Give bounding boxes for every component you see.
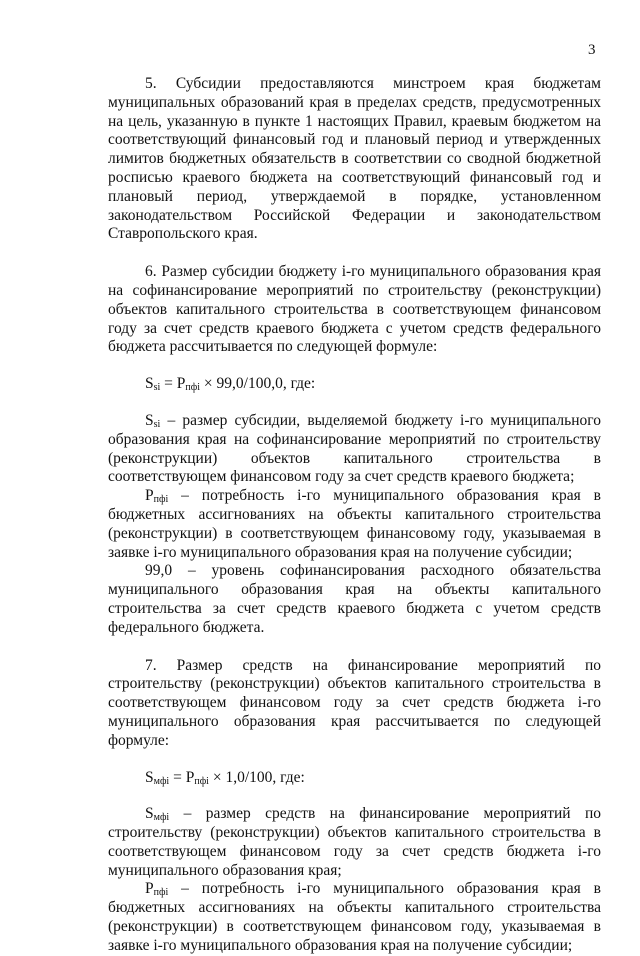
document-body <box>108 75 601 956</box>
formula-municipal <box>145 769 601 788</box>
formula-rest: × 1,0/100, где: <box>208 768 305 786</box>
paragraph-7: 7. Размер средств на финансирование мероприятий по строительству (реконструкции) объектов капитального строительства в соответствующем финансовом году за счет средств бюджета i-го муниципального образования края рассчитывается по следующей формуле: <box>108 656 601 749</box>
definition-s-mfi <box>108 805 601 880</box>
paragraph-6: 6. Размер субсидии бюджету i-го муниципального образования края на софинансирование мероприятий по строительству (реконструкции) объектов капитального строительства в соответствующем финансовом году за счет средств краевого бюджета с учетом средств федерального бюджета рассчитывается по следующей формуле: <box>108 263 601 356</box>
definition-p-pfi <box>108 487 601 562</box>
definition-s-si <box>108 412 601 487</box>
definition-text: – размер субсидии, выделяемой бюджету i-го муниципального образования края на софинансирование мероприятий по строительству (реконструкции) объектов капитального строительства в соответствующем финансовом году за счет средств краевого бюджета; <box>108 411 601 486</box>
formula-rest: × 99,0/100,0, где: <box>200 375 316 393</box>
definition-text: – потребность i-го муниципального образования края в бюджетных ассигнованиях на объекты капитального строительства (реконструкции) в соответствующем финансовом году, указываемая в заявке i-го муниципального образования края на получение субсидии; <box>108 880 601 954</box>
formula-subscript: пфi <box>194 775 209 787</box>
formula-subscript: пфi <box>185 382 201 394</box>
definition-symbol: P <box>145 487 154 505</box>
definition-subscript: пфi <box>153 887 169 899</box>
definition-subscript: мфi <box>153 812 170 824</box>
formula-equals: = P <box>160 375 186 393</box>
formula-subscript: si <box>153 382 161 394</box>
definition-text: – размер средств на финансирование мероприятий по строительству (реконструкции) объектов капитального строительства в соответствующем финансовом году за счет средств бюджета i-го муниципального образования края; <box>108 805 601 879</box>
formula-subscript: мфi <box>153 775 170 787</box>
definition-symbol: S <box>145 805 154 823</box>
formula-subsidy <box>145 375 601 394</box>
definition-symbol: P <box>145 880 154 898</box>
paragraph-5: 5. Субсидии предоставляются минстроем края бюджетам муниципальных образований края в пределах средств, предусмотренных на цель, указанную в пункте 1 настоящих Правил, краевым бюджетом на соответствующий финансовый год и плановый период и утвержденных лимитов бюджетных обязательств в соответствии со сводной бюджетной росписью краевого бюджета на соответствующий финансовый год и плановый период, утверждаемой в порядке, установленном законодательством Российской Федерации и законодательством Ставропольского края. <box>108 75 601 243</box>
formula-symbol: S <box>145 768 154 786</box>
page-number: 3 <box>588 42 596 58</box>
definition-subscript: пфi <box>153 494 169 506</box>
formula-equals: = P <box>169 768 195 786</box>
formula-symbol: S <box>145 375 154 393</box>
definition-99: 99,0 – уровень софинансирования расходного обязательства муниципального образования края на объекты капитального строительства за счет средств краевого бюджета с учетом средств федерального бюджета. <box>108 562 601 636</box>
definition-p-pfi-2 <box>108 880 601 955</box>
definition-subscript: si <box>153 418 161 430</box>
definition-text: – потребность i-го муниципального образования края в бюджетных ассигнованиях на объекты капитального строительства (реконструкции) в соответствующем финансовому году, указываемая в заявке i-го муниципального образования края на получение субсидии; <box>108 487 601 561</box>
definition-symbol: S <box>145 411 154 429</box>
